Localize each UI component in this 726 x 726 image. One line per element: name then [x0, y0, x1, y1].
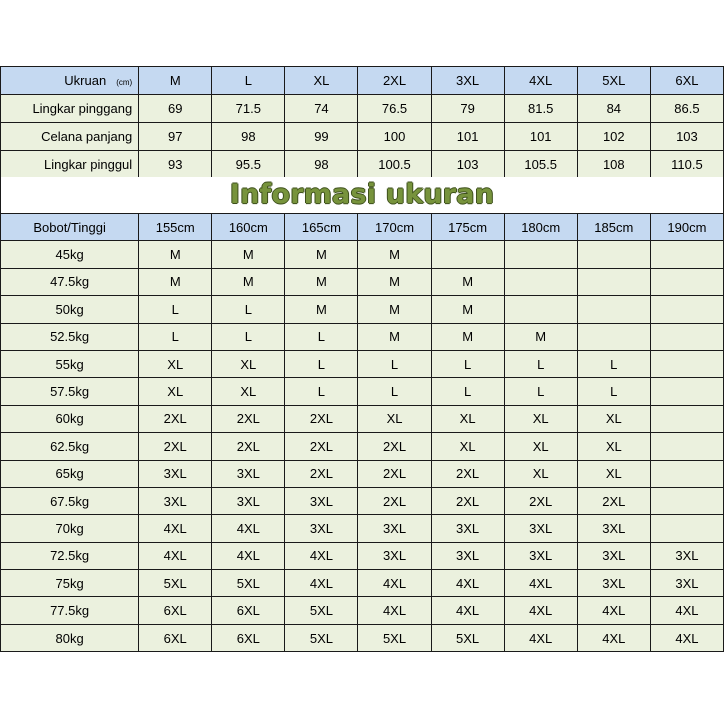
- height-header-cell: 165cm: [285, 214, 358, 241]
- recommended-size-cell: L: [358, 378, 431, 405]
- recommended-size-cell: XL: [577, 460, 650, 487]
- measurement-value: 74: [285, 95, 358, 123]
- recommended-size-cell: [650, 296, 723, 323]
- weight-label: 65kg: [1, 460, 139, 487]
- recommended-size-cell: 3XL: [504, 542, 577, 569]
- recommended-size-cell: XL: [577, 433, 650, 460]
- recommended-size-cell: 2XL: [431, 460, 504, 487]
- measurement-label: Lingkar pinggang: [1, 95, 139, 123]
- height-header-cell: 170cm: [358, 214, 431, 241]
- title-band: [0, 177, 724, 213]
- recommended-size-cell: L: [358, 350, 431, 377]
- recommended-size-cell: 2XL: [285, 460, 358, 487]
- weight-label: 50kg: [1, 296, 139, 323]
- recommended-size-cell: XL: [504, 433, 577, 460]
- recommended-size-cell: 3XL: [577, 570, 650, 597]
- measurement-value: 71.5: [212, 95, 285, 123]
- recommended-size-cell: XL: [139, 378, 212, 405]
- recommended-size-cell: M: [285, 241, 358, 268]
- measurement-value: 100.5: [358, 151, 431, 179]
- measurement-value: 95.5: [212, 151, 285, 179]
- recommended-size-cell: 3XL: [139, 487, 212, 514]
- weight-header-row: [1, 214, 724, 241]
- recommended-size-cell: XL: [504, 405, 577, 432]
- recommended-size-cell: [577, 268, 650, 295]
- recommended-size-cell: 4XL: [650, 624, 723, 651]
- recommended-size-cell: XL: [212, 378, 285, 405]
- recommended-size-cell: M: [431, 268, 504, 295]
- height-header-cell: 180cm: [504, 214, 577, 241]
- height-header-cell: 185cm: [577, 214, 650, 241]
- size-measurement-row: [1, 95, 724, 123]
- recommended-size-cell: 4XL: [285, 570, 358, 597]
- recommended-size-cell: M: [358, 323, 431, 350]
- recommended-size-cell: 3XL: [504, 515, 577, 542]
- measurement-label: Lingkar pinggul: [1, 151, 139, 179]
- size-header-cell: 3XL: [431, 67, 504, 95]
- recommended-size-cell: [650, 487, 723, 514]
- recommended-size-cell: [577, 241, 650, 268]
- recommended-size-cell: 3XL: [431, 515, 504, 542]
- recommended-size-cell: XL: [212, 350, 285, 377]
- measurement-value: 103: [650, 123, 723, 151]
- weight-label: 45kg: [1, 241, 139, 268]
- measurement-value: 103: [431, 151, 504, 179]
- measurement-value: 84: [577, 95, 650, 123]
- recommended-size-cell: 4XL: [577, 597, 650, 624]
- recommended-size-cell: L: [285, 378, 358, 405]
- weight-label: 80kg: [1, 624, 139, 651]
- weight-label: 72.5kg: [1, 542, 139, 569]
- size-header-label: Ukruan: [64, 73, 107, 88]
- size-header-cell: 4XL: [504, 67, 577, 95]
- recommended-size-cell: 3XL: [212, 487, 285, 514]
- measurement-value: 98: [285, 151, 358, 179]
- recommended-size-cell: L: [285, 350, 358, 377]
- recommended-size-cell: [504, 268, 577, 295]
- recommended-size-cell: 4XL: [358, 570, 431, 597]
- recommended-size-cell: M: [358, 268, 431, 295]
- weight-label: 57.5kg: [1, 378, 139, 405]
- recommended-size-cell: 3XL: [358, 542, 431, 569]
- measurement-value: 100: [358, 123, 431, 151]
- recommended-size-cell: 2XL: [212, 405, 285, 432]
- recommended-size-cell: 5XL: [358, 624, 431, 651]
- measurement-value: 102: [577, 123, 650, 151]
- height-header-cell: 190cm: [650, 214, 723, 241]
- recommended-size-cell: XL: [431, 405, 504, 432]
- recommended-size-cell: 6XL: [212, 597, 285, 624]
- recommended-size-cell: [504, 296, 577, 323]
- recommended-size-cell: 4XL: [139, 515, 212, 542]
- recommended-size-cell: M: [431, 296, 504, 323]
- size-measurement-row: [1, 123, 724, 151]
- measurement-value: 97: [139, 123, 212, 151]
- recommended-size-cell: 2XL: [139, 405, 212, 432]
- recommended-size-cell: XL: [431, 433, 504, 460]
- recommended-size-cell: 2XL: [212, 433, 285, 460]
- measurement-value: 101: [431, 123, 504, 151]
- size-header-cell: XL: [285, 67, 358, 95]
- weight-label: 70kg: [1, 515, 139, 542]
- recommended-size-cell: 3XL: [285, 487, 358, 514]
- weight-row: [1, 597, 724, 624]
- recommended-size-cell: M: [285, 296, 358, 323]
- measurement-value: 101: [504, 123, 577, 151]
- size-measurement-row: [1, 151, 724, 179]
- weight-label: 55kg: [1, 350, 139, 377]
- recommended-size-cell: 3XL: [358, 515, 431, 542]
- weight-row: [1, 296, 724, 323]
- recommended-size-cell: M: [504, 323, 577, 350]
- recommended-size-cell: 6XL: [139, 624, 212, 651]
- measurement-value: 105.5: [504, 151, 577, 179]
- weight-row: [1, 542, 724, 569]
- recommended-size-cell: L: [431, 378, 504, 405]
- recommended-size-cell: 4XL: [577, 624, 650, 651]
- recommended-size-cell: [504, 241, 577, 268]
- recommended-size-cell: M: [285, 268, 358, 295]
- weight-row: [1, 268, 724, 295]
- weight-row: [1, 323, 724, 350]
- recommended-size-cell: 4XL: [285, 542, 358, 569]
- recommended-size-cell: [577, 323, 650, 350]
- weight-row: [1, 487, 724, 514]
- recommended-size-cell: L: [577, 378, 650, 405]
- recommended-size-cell: L: [285, 323, 358, 350]
- recommended-size-cell: 5XL: [431, 624, 504, 651]
- recommended-size-cell: M: [358, 241, 431, 268]
- weight-label: 77.5kg: [1, 597, 139, 624]
- recommended-size-cell: 3XL: [212, 460, 285, 487]
- recommended-size-cell: L: [431, 350, 504, 377]
- recommended-size-cell: [650, 323, 723, 350]
- recommended-size-cell: M: [212, 241, 285, 268]
- recommended-size-cell: 2XL: [431, 487, 504, 514]
- recommended-size-cell: [650, 241, 723, 268]
- recommended-size-cell: 5XL: [285, 624, 358, 651]
- recommended-size-cell: 4XL: [212, 515, 285, 542]
- weight-height-size-table: [0, 213, 724, 652]
- recommended-size-cell: M: [139, 241, 212, 268]
- size-header-row: [1, 67, 724, 95]
- recommended-size-cell: 2XL: [139, 433, 212, 460]
- recommended-size-cell: L: [504, 350, 577, 377]
- recommended-size-cell: 3XL: [285, 515, 358, 542]
- weight-row: [1, 241, 724, 268]
- height-header-cell: 175cm: [431, 214, 504, 241]
- recommended-size-cell: 6XL: [139, 597, 212, 624]
- weight-label: 62.5kg: [1, 433, 139, 460]
- size-measurement-table: [0, 66, 724, 179]
- recommended-size-cell: M: [212, 268, 285, 295]
- measurement-value: 76.5: [358, 95, 431, 123]
- recommended-size-cell: 5XL: [285, 597, 358, 624]
- recommended-size-cell: [650, 268, 723, 295]
- recommended-size-cell: XL: [139, 350, 212, 377]
- recommended-size-cell: 3XL: [431, 542, 504, 569]
- recommended-size-cell: [577, 296, 650, 323]
- measurement-value: 93: [139, 151, 212, 179]
- recommended-size-cell: 3XL: [650, 570, 723, 597]
- recommended-size-cell: L: [139, 323, 212, 350]
- recommended-size-cell: L: [139, 296, 212, 323]
- recommended-size-cell: [431, 241, 504, 268]
- size-header-label-cell: [1, 67, 139, 95]
- recommended-size-cell: 2XL: [358, 460, 431, 487]
- chart-title: Informasi ukuran: [229, 179, 495, 210]
- recommended-size-cell: L: [212, 323, 285, 350]
- weight-row: [1, 378, 724, 405]
- recommended-size-cell: [650, 405, 723, 432]
- recommended-size-cell: XL: [577, 405, 650, 432]
- recommended-size-cell: XL: [504, 460, 577, 487]
- recommended-size-cell: 2XL: [285, 433, 358, 460]
- size-header-cell: L: [212, 67, 285, 95]
- recommended-size-cell: [650, 515, 723, 542]
- weight-row: [1, 433, 724, 460]
- weight-row: [1, 624, 724, 651]
- measurement-value: 110.5: [650, 151, 723, 179]
- recommended-size-cell: 2XL: [577, 487, 650, 514]
- recommended-size-cell: [650, 433, 723, 460]
- height-header-cell: 155cm: [139, 214, 212, 241]
- recommended-size-cell: L: [577, 350, 650, 377]
- weight-row: [1, 350, 724, 377]
- recommended-size-cell: 5XL: [139, 570, 212, 597]
- weight-row: [1, 460, 724, 487]
- recommended-size-cell: 4XL: [212, 542, 285, 569]
- measurement-value: 99: [285, 123, 358, 151]
- recommended-size-cell: 6XL: [212, 624, 285, 651]
- weight-label: 75kg: [1, 570, 139, 597]
- recommended-size-cell: 3XL: [139, 460, 212, 487]
- weight-header-label: Bobot/Tinggi: [1, 214, 139, 241]
- measurement-value: 81.5: [504, 95, 577, 123]
- size-header-cell: 2XL: [358, 67, 431, 95]
- recommended-size-cell: 4XL: [431, 570, 504, 597]
- recommended-size-cell: 4XL: [139, 542, 212, 569]
- recommended-size-cell: 4XL: [431, 597, 504, 624]
- recommended-size-cell: 4XL: [504, 597, 577, 624]
- weight-row: [1, 405, 724, 432]
- measurement-value: 69: [139, 95, 212, 123]
- recommended-size-cell: M: [431, 323, 504, 350]
- recommended-size-cell: 5XL: [212, 570, 285, 597]
- recommended-size-cell: 4XL: [504, 570, 577, 597]
- recommended-size-cell: 4XL: [650, 597, 723, 624]
- size-header-cell: 6XL: [650, 67, 723, 95]
- weight-label: 47.5kg: [1, 268, 139, 295]
- measurement-value: 79: [431, 95, 504, 123]
- recommended-size-cell: M: [139, 268, 212, 295]
- measurement-value: 108: [577, 151, 650, 179]
- recommended-size-cell: M: [358, 296, 431, 323]
- recommended-size-cell: 4XL: [358, 597, 431, 624]
- recommended-size-cell: 2XL: [285, 405, 358, 432]
- weight-label: 67.5kg: [1, 487, 139, 514]
- recommended-size-cell: L: [504, 378, 577, 405]
- recommended-size-cell: 2XL: [358, 487, 431, 514]
- weight-row: [1, 515, 724, 542]
- recommended-size-cell: XL: [358, 405, 431, 432]
- size-header-cell: 5XL: [577, 67, 650, 95]
- recommended-size-cell: [650, 460, 723, 487]
- measurement-label: Celana panjang: [1, 123, 139, 151]
- recommended-size-cell: [650, 350, 723, 377]
- recommended-size-cell: 3XL: [577, 542, 650, 569]
- measurement-value: 98: [212, 123, 285, 151]
- recommended-size-cell: 2XL: [504, 487, 577, 514]
- recommended-size-cell: [650, 378, 723, 405]
- recommended-size-cell: L: [212, 296, 285, 323]
- weight-label: 52.5kg: [1, 323, 139, 350]
- height-header-cell: 160cm: [212, 214, 285, 241]
- size-header-cell: M: [139, 67, 212, 95]
- recommended-size-cell: 4XL: [504, 624, 577, 651]
- recommended-size-cell: 3XL: [577, 515, 650, 542]
- measurement-value: 86.5: [650, 95, 723, 123]
- recommended-size-cell: 3XL: [650, 542, 723, 569]
- weight-row: [1, 570, 724, 597]
- recommended-size-cell: 2XL: [358, 433, 431, 460]
- size-header-unit: (cm): [116, 78, 133, 87]
- weight-label: 60kg: [1, 405, 139, 432]
